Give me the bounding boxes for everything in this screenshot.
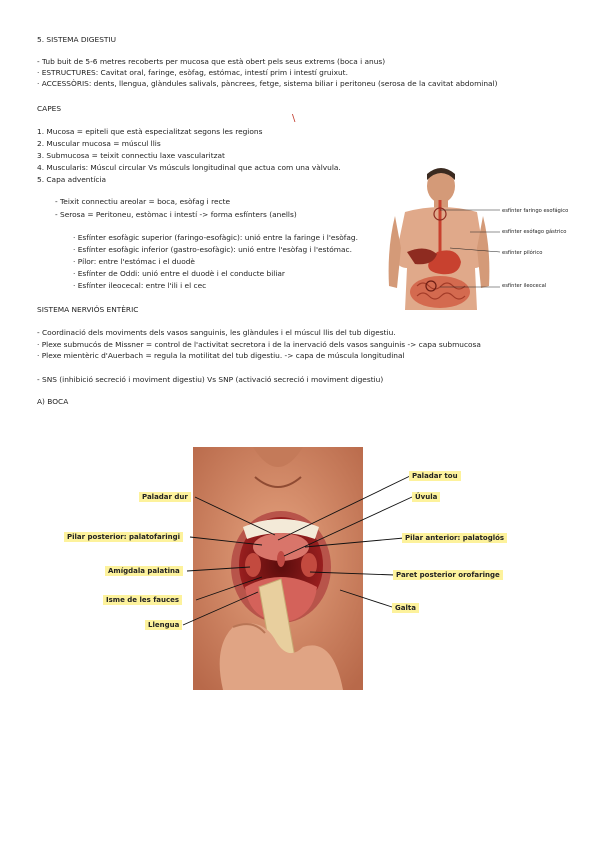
capa-item: 3. Submucosa = teixit connectiu laxe vascularitzat	[37, 151, 225, 160]
capes-title: CAPES	[37, 104, 62, 113]
capa-item: 1. Mucosa = epiteli que està especialitzat segons les regions	[37, 127, 263, 136]
intro-line: · ACCESSÒRIS: dents, llengua, glàndules salivals, pàncrees, fetge, sistema biliar i peritoneu (serosa de la cavitat abdominal)	[37, 79, 498, 88]
mouth-label-llengua: Llengua	[145, 620, 182, 630]
torso-label: esfínter ileocecal	[502, 283, 547, 289]
snentic-item: · Plexe mientèric d'Auerbach = regula la motilitat del tub digestiu. -> capa de múscula longitudinal	[37, 351, 405, 360]
mouth-label-uvula: Úvula	[412, 492, 440, 502]
mouth-label-galta: Galta	[392, 603, 419, 613]
capa-item: 4. Muscularis: Múscul circular Vs músculs longitudinal que actua com una vàlvula.	[37, 163, 341, 172]
capa-item: 2. Muscular mucosa = múscul llis	[37, 139, 161, 148]
intro-line: - Tub buit de 5-6 metres recoberts per mucosa que està obert pels seus extrems (boca i anus)	[37, 57, 386, 66]
section-heading: 5. SISTEMA DIGESTIU	[37, 35, 116, 44]
snentic-item: · Plexe submucós de Missner = control de l'activitat secretora i de la inervació dels vasos sanguinis -> capa submucosa	[37, 340, 481, 349]
mouth-label-pilar-anterior: Pilar anterior: palatoglós	[402, 533, 507, 543]
adventicia-item: - Teixit connectiu areolar = boca, esòfag i recte	[55, 197, 231, 206]
capa-item: 5. Capa adventícia	[37, 175, 107, 184]
esfinter-item: · Esfínter ileocecal: entre l'ili i el cec	[73, 281, 207, 290]
mouth-label-paret: Paret posterior orofaringe	[393, 570, 503, 580]
intro-line: · ESTRUCTURES: Cavitat oral, faringe, esòfag, estómac, intestí prim i intestí gruixut.	[37, 68, 348, 77]
mouth-label-pilar-posterior: Pilar posterior: palatofaringi	[64, 532, 183, 542]
torso-pointer-lines	[440, 205, 502, 300]
stray-mark: \	[292, 113, 296, 124]
mouth-label-paladar-tou: Paladar tou	[409, 471, 461, 481]
esfinter-item: · Esfínter esofàgic inferior (gastro-esofàgic): unió entre l'esòfag i l'estómac.	[73, 245, 352, 254]
mouth-label-paladar-dur: Paladar dur	[139, 492, 191, 502]
torso-label: esfínter faringo esofágico	[502, 208, 569, 214]
sns-line: - SNS (inhibició secreció i moviment digestiu) Vs SNP (activació secreció i moviment digestiu)	[37, 375, 384, 384]
snentic-item: - Coordinació dels moviments dels vasos sanguinis, les glàndules i el múscul llis del tub digestiu.	[37, 328, 396, 337]
boca-title: A) BOCA	[37, 397, 69, 406]
esfinter-item: · Esfínter de Oddi: unió entre el duodè i el conducte biliar	[73, 269, 285, 278]
esfinter-item: · Pílor: entre l'estómac i el duodè	[73, 257, 195, 266]
mouth-label-isme: Isme de les fauces	[103, 595, 182, 605]
oral-cavity-photo	[193, 447, 363, 690]
torso-label: esfínter pilórico	[502, 250, 543, 256]
mouth-label-amigdala: Amígdala palatina	[105, 566, 183, 576]
adventicia-item: - Serosa = Peritoneu, estòmac i intestí -> forma esfínters (anells)	[55, 210, 297, 219]
snentic-title: SISTEMA NERVIÓS ENTÈRIC	[37, 305, 139, 314]
esfinter-item: · Esfínter esofàgic superior (faringo-esofàgic): unió entre la faringe i l'esòfag.	[73, 233, 358, 242]
torso-label: esfínter esófago gástrico	[502, 229, 567, 235]
